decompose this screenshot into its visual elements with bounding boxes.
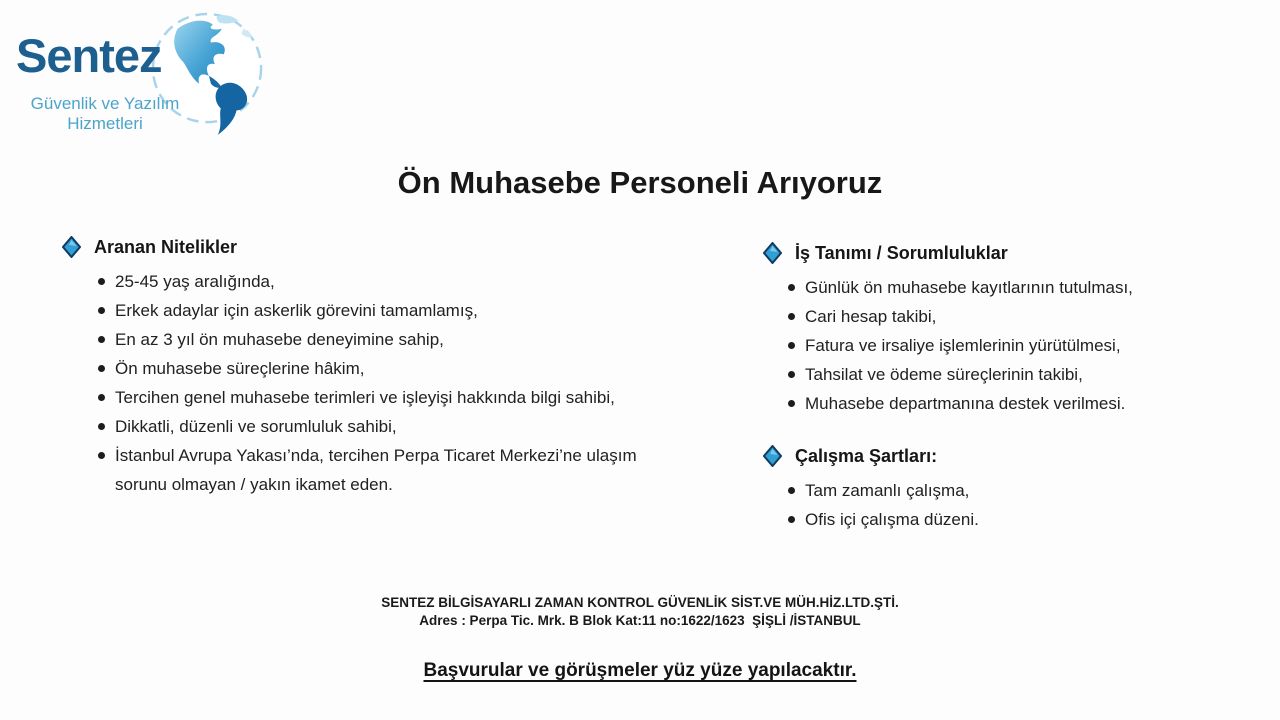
- section-responsibilities: [756, 242, 1250, 418]
- list-item: Fatura ve irsaliye işlemlerinin yürütülmesi,: [805, 331, 1250, 360]
- responsibilities-heading-row: [756, 242, 1250, 264]
- list-item: Günlük ön muhasebe kayıtlarının tutulması,: [805, 273, 1250, 302]
- logo-subtitle-line2: Hizmetleri: [67, 114, 143, 133]
- company-name: SENTEZ BİLGİSAYARLI ZAMAN KONTROL GÜVENLİK SİST.VE MÜH.HİZ.LTD.ŞTİ.: [381, 595, 899, 610]
- qualifications-heading: Aranan Nitelikler: [94, 236, 238, 257]
- list-item: Tercihen genel muhasebe terimleri ve işleyişi hakkında bilgi sahibi,: [115, 383, 666, 412]
- sentez-logo: [14, 6, 266, 140]
- list-item: 25-45 yaş aralığında,: [115, 267, 666, 296]
- responsibilities-list: [756, 273, 1250, 418]
- logo-wordmark: Sentez: [16, 29, 162, 82]
- list-item: En az 3 yıl ön muhasebe deneyimine sahip,: [115, 325, 666, 354]
- list-item: Muhasebe departmanına destek verilmesi.: [805, 389, 1250, 418]
- section-conditions: [756, 445, 1250, 534]
- list-item: Tahsilat ve ödeme süreçlerinin takibi,: [805, 360, 1250, 389]
- list-item: Dikkatli, düzenli ve sorumluluk sahibi,: [115, 412, 666, 441]
- right-column: [756, 242, 1250, 534]
- list-item: Cari hesap takibi,: [805, 302, 1250, 331]
- logo-subtitle-line1: Güvenlik ve Yazılım: [30, 94, 180, 113]
- section-qualifications: [62, 236, 666, 499]
- diamond-bullet-icon: [763, 242, 782, 264]
- diamond-bullet-icon: [62, 236, 81, 258]
- application-note: Başvurular ve görüşmeler yüz yüze yapılacaktır.: [423, 660, 857, 681]
- list-item: İstanbul Avrupa Yakası’nda, tercihen Perpa Ticaret Merkezi’ne ulaşım sorunu olmayan / yakın ikamet eden.: [115, 441, 666, 499]
- list-item: Erkek adaylar için askerlik görevini tamamlamış,: [115, 296, 666, 325]
- footer: [0, 594, 1280, 630]
- page-title: Ön Muhasebe Personeli Arıyoruz: [397, 164, 883, 200]
- responsibilities-heading: İş Tanımı / Sorumluluklar: [795, 242, 1008, 263]
- list-item: Ofis içi çalışma düzeni.: [805, 505, 1250, 534]
- list-item: Ön muhasebe süreçlerine hâkim,: [115, 354, 666, 383]
- conditions-heading: Çalışma Şartları:: [795, 445, 938, 466]
- company-address: Adres : Perpa Tic. Mrk. B Blok Kat:11 no:1622/1623 ŞİŞLİ /İSTANBUL: [419, 613, 861, 628]
- conditions-heading-row: [756, 445, 1250, 467]
- diamond-bullet-icon: [763, 445, 782, 467]
- list-item: Tam zamanlı çalışma,: [805, 476, 1250, 505]
- qualifications-list: [62, 267, 666, 499]
- conditions-list: [756, 476, 1250, 534]
- qualifications-heading-row: [62, 236, 666, 258]
